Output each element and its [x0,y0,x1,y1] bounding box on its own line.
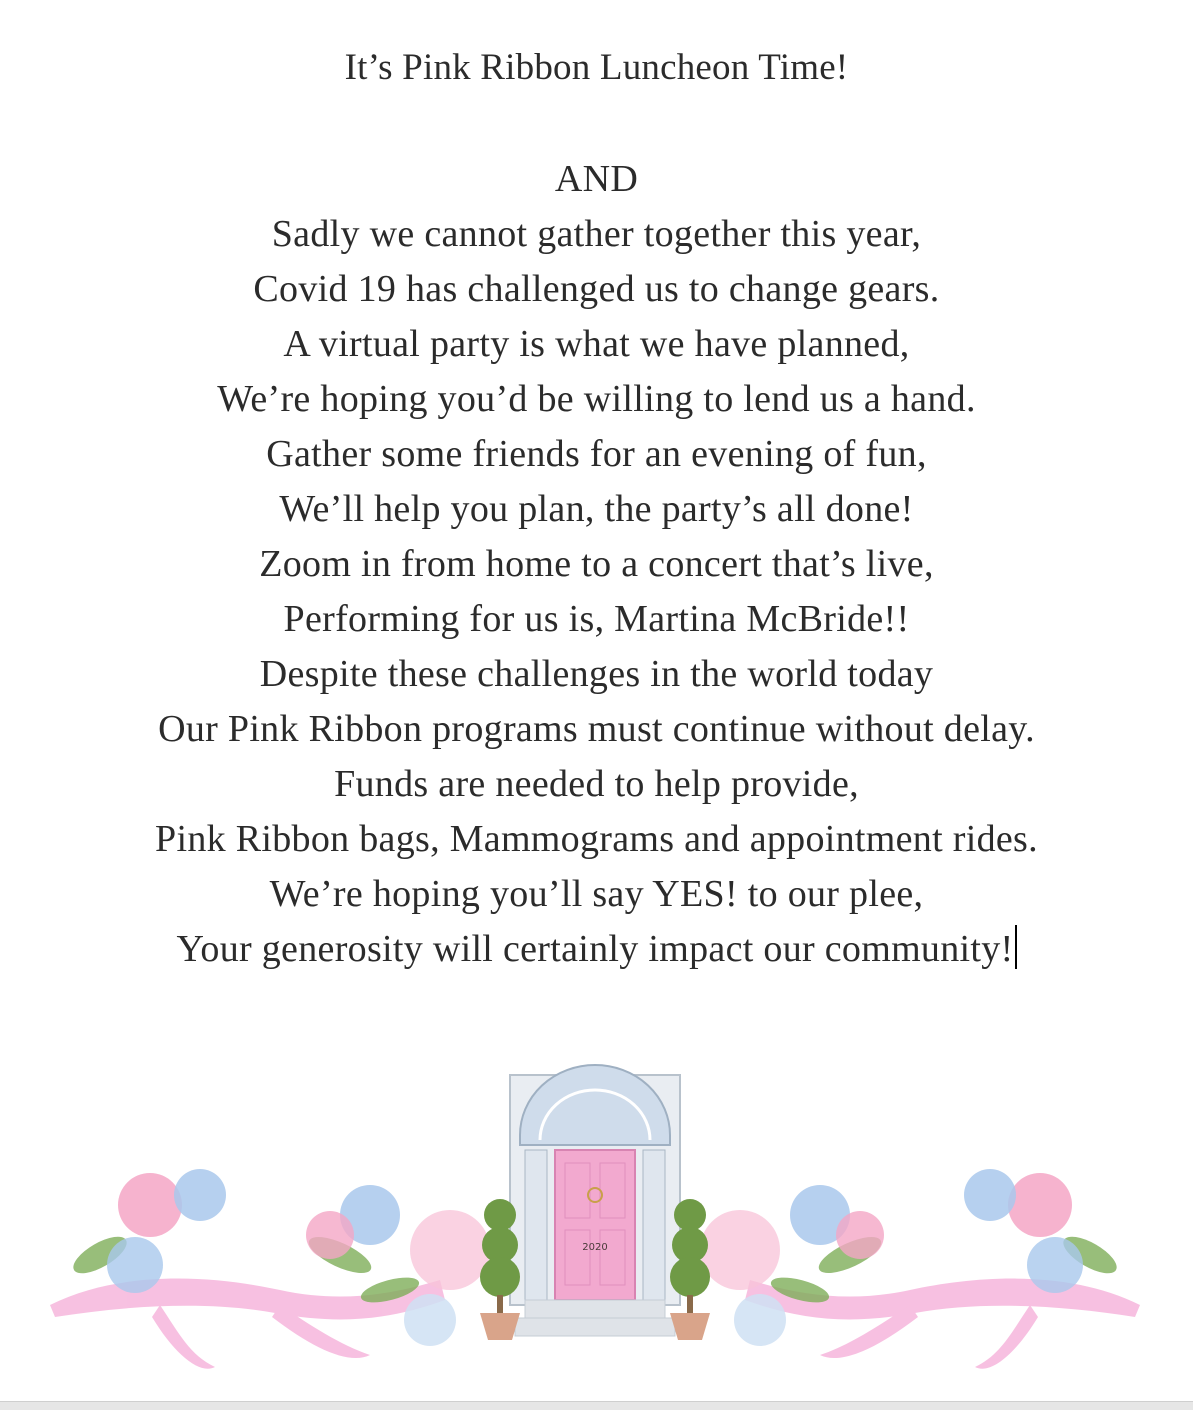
poem-line: Performing for us is, Martina McBride!! [283,598,910,640]
document-title: It’s Pink Ribbon Luncheon Time! [344,47,849,88]
poem-line: Pink Ribbon bags, Mammograms and appointment rides. [155,818,1038,860]
poem-line: A virtual party is what we have planned, [283,323,910,365]
poem-line: We’re hoping you’d be willing to lend us a hand. [217,378,976,420]
poem-line: Funds are needed to help provide, [334,763,859,805]
door-number: 2020 [582,1242,608,1253]
text-cursor [1015,925,1017,969]
poem-line-last [0,923,1193,978]
poem-line: Despite these challenges in the world today [259,653,934,695]
topiary-left [480,1199,520,1340]
poem-line: We’ll help you plan, the party’s all done! [279,488,914,530]
poem-body[interactable] [0,153,1193,978]
poem-line: Zoom in from home to a concert that’s live, [259,543,934,585]
poem-line: Our Pink Ribbon programs must continue without delay. [158,708,1035,750]
topiary-right [670,1199,710,1340]
poem-line: Covid 19 has challenged us to change gears. [253,268,940,310]
watercolor-door-floral-illustration [40,1055,1150,1395]
door-steps [515,1300,675,1336]
poem-line: Sadly we cannot gather together this year, [271,213,922,255]
poem-line: Gather some friends for an evening of fun, [266,433,927,475]
poem-line: AND [554,158,639,200]
poem-line: We’re hoping you’ll say YES! to our plee, [269,873,924,915]
poem-line-last-text: Your generosity will certainly impact our community! [176,928,1014,970]
pink-door [555,1150,635,1300]
